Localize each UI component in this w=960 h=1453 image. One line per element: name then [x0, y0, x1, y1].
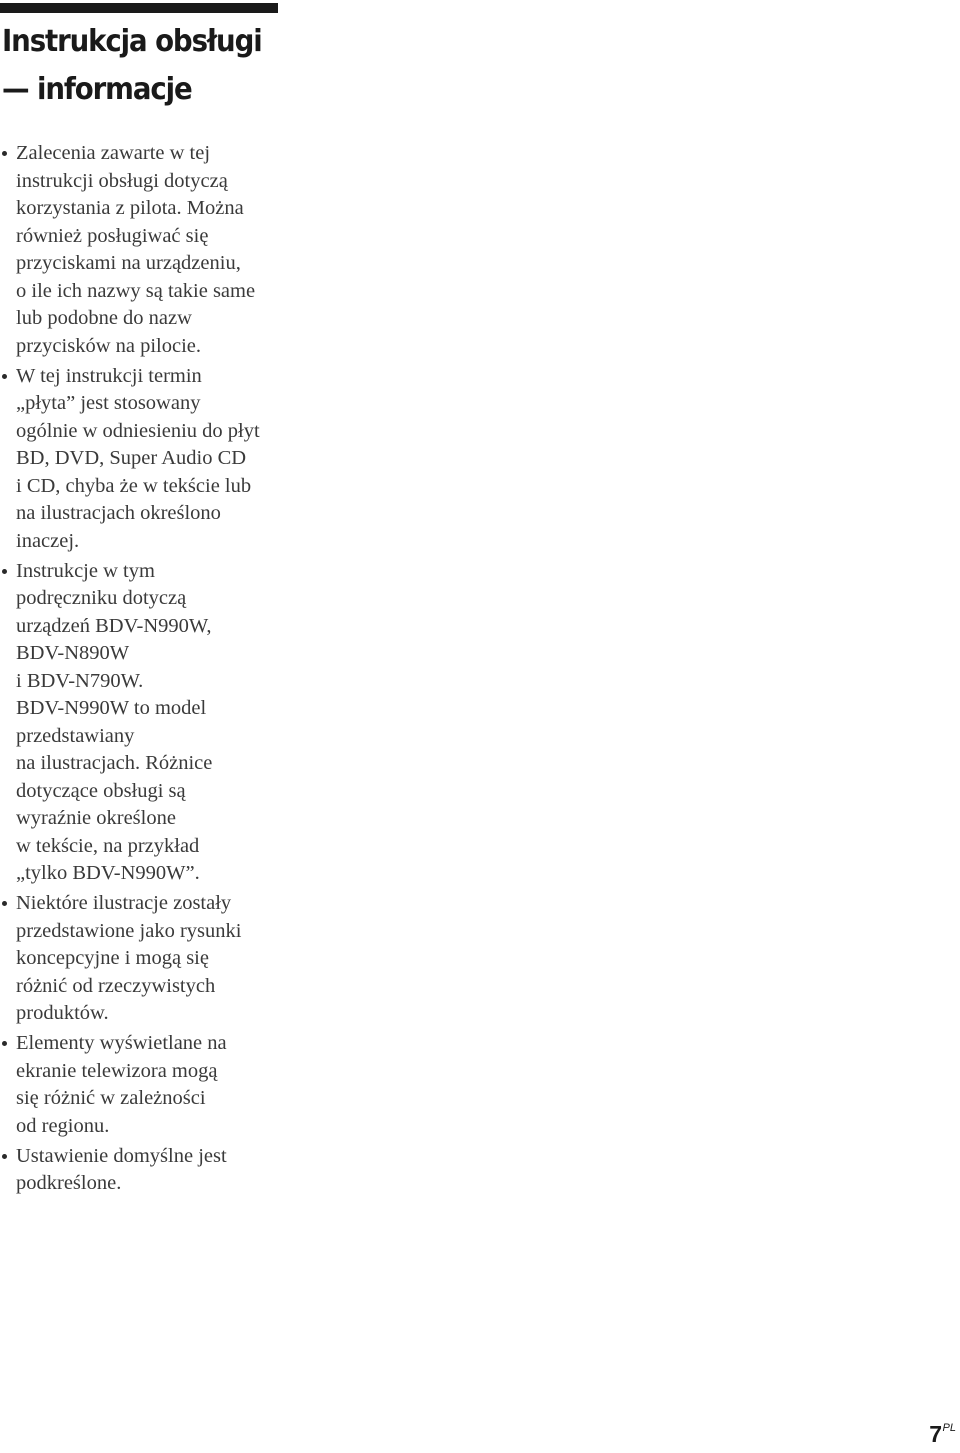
page-language-code: PL	[942, 1422, 956, 1434]
bullet-icon	[2, 1154, 7, 1159]
note-line: o ile ich nazwy są takie same	[16, 279, 256, 302]
note-line: korzystania z pilota. Można	[16, 197, 244, 219]
note-item	[16, 140, 278, 360]
bullet-icon	[2, 569, 7, 574]
note-line: podręczniku dotyczą	[16, 587, 187, 609]
bullet-icon	[2, 374, 7, 379]
note-line: Niektóre ilustracje zostały	[16, 892, 232, 914]
note-line: instrukcji obsługi dotyczą	[16, 169, 228, 192]
note-line: Elementy wyświetlane na	[16, 1032, 227, 1054]
bullet-icon	[2, 151, 7, 156]
note-item	[16, 558, 278, 888]
note-line: w tekście, na przykład	[16, 834, 200, 857]
note-item	[16, 363, 278, 556]
notes-list	[16, 140, 278, 1200]
note-line: na ilustracjach. Różnice	[16, 752, 213, 774]
note-line: „tylko BDV-N990W”.	[16, 862, 200, 884]
note-line: Ustawienie domyślne jest	[16, 1144, 227, 1167]
note-line: przedstawiany	[16, 724, 135, 747]
note-line: przedstawione jako rysunki	[16, 919, 242, 942]
page-title-line-2: — informacje	[2, 72, 192, 107]
note-line: na ilustracjach określono	[16, 502, 221, 524]
note-line: W tej instrukcji termin	[16, 364, 202, 387]
note-line: inaczej.	[16, 529, 80, 552]
note-line: lub podobne do nazw	[16, 307, 192, 329]
note-line: Instrukcje w tym	[16, 559, 155, 582]
note-line: się różnić w zależności	[16, 1087, 206, 1109]
note-line: i CD, chyba że w tekście lub	[16, 474, 252, 497]
note-item	[16, 1030, 278, 1140]
note-line: produktów.	[16, 1002, 109, 1024]
note-line: koncepcyjne i mogą się	[16, 947, 209, 969]
note-line: BDV-N990W to model	[16, 697, 207, 719]
bullet-icon	[2, 1041, 7, 1046]
page-title-line-1: Instrukcja obsługi	[2, 24, 262, 59]
note-line: wyraźnie określone	[16, 807, 176, 829]
note-item	[16, 1143, 278, 1198]
note-line: i BDV-N790W.	[16, 669, 144, 692]
page-title	[2, 18, 278, 114]
page-number-value: 7	[929, 1421, 942, 1447]
note-line: podkreślone.	[16, 1172, 122, 1194]
note-line: BDV-N890W	[16, 642, 130, 664]
note-line: Zalecenia zawarte w tej	[16, 142, 211, 164]
note-line: również posługiwać się	[16, 224, 209, 247]
note-line: urządzeń BDV-N990W,	[16, 614, 212, 637]
note-line: przyciskami na urządzeniu,	[16, 252, 241, 274]
note-line: dotyczące obsługi są	[16, 779, 186, 802]
section-top-rule	[0, 3, 278, 13]
note-line: od regionu.	[16, 1114, 110, 1137]
note-item	[16, 890, 278, 1028]
note-line: przycisków na pilocie.	[16, 334, 202, 357]
note-line: ogólnie w odniesieniu do płyt	[16, 419, 260, 442]
note-line: „płyta” jest stosowany	[16, 392, 201, 414]
note-line: ekranie telewizora mogą	[16, 1059, 218, 1082]
note-line: BD, DVD, Super Audio CD	[16, 447, 247, 469]
note-line: różnić od rzeczywistych	[16, 974, 216, 997]
page-number	[929, 1421, 956, 1448]
bullet-icon	[2, 901, 7, 906]
